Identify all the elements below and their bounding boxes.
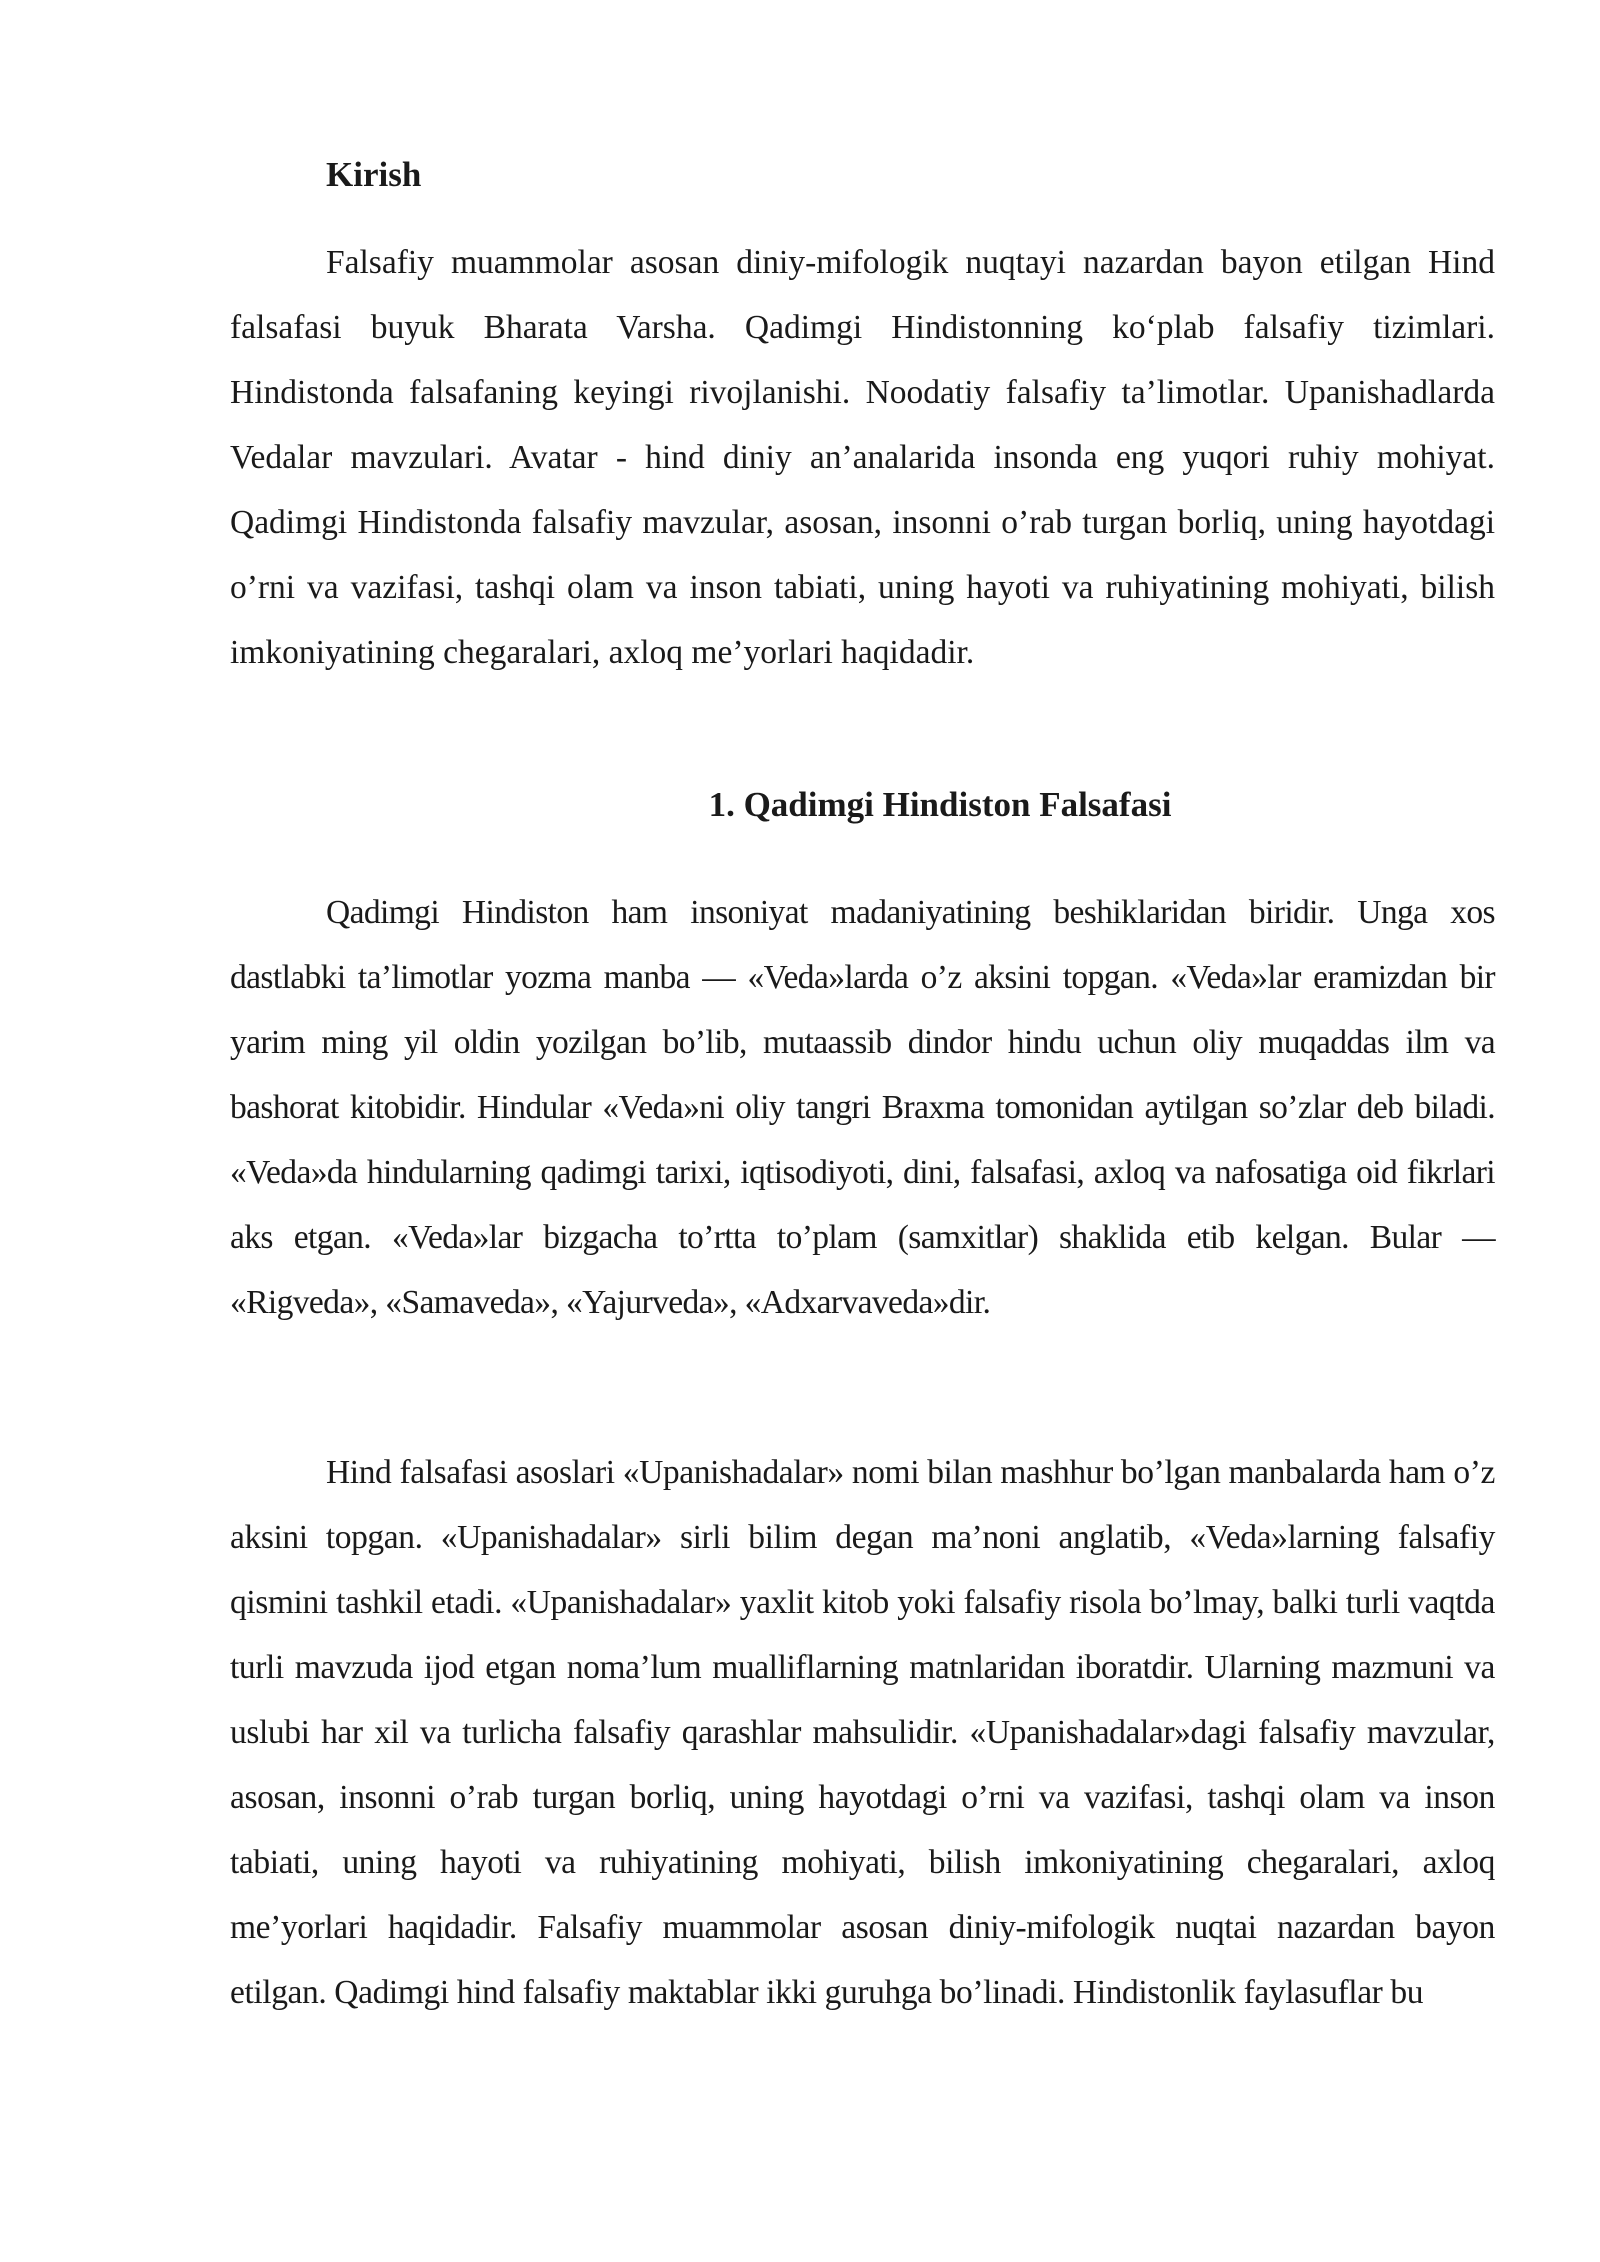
intro-paragraph: Falsafiy muammolar asosan diniy-mifologik nuqtayi nazardan bayon etilgan Hind falsafasi buyuk Bharata Varsha. Qadimgi Hindistonning ko‘plab falsafiy tizimlari. Hindistonda falsafaning keyingi rivojlanishi. Noodatiy falsafiy ta’limotlar. Upanishadlarda Vedalar mavzulari. Avatar - hind diniy an’analarida insonda eng yuqori ruhiy mohiyat. Qadimgi Hindistonda falsafiy mavzular, asosan, insonni o’rab turgan borliq, uning hayotdagi o’rni va vazifasi, tashqi olam va inson tabiati, uning hayoti va ruhiyatining mohiyati, bilish imkoniyatining chegaralari, axloq me’yorlari haqidadir. bbox=[230, 244, 1495, 671]
section-paragraph-2: Hind falsafasi asoslari «Upanishadalar» nomi bilan mashhur bo’lgan manbalarda ham o’z aksini topgan. «Upanishadalar» sirli bilim degan ma’noni anglatib, «Veda»larning falsafiy qismini tashkil etadi. «Upanishadalar» yaxlit kitob yoki falsafiy risola bo’lmay, balki turli vaqtda turli mavzuda ijod etgan noma’lum mualliflarning matnlaridan iboratdir. Ularning mazmuni va uslubi har xil va turlicha falsafiy qarashlar mahsulidir. «Upanishadalar»dagi falsafiy mavzular, asosan, insonni o’rab turgan borliq, uning hayotdagi o’rni va vazifasi, tashqi olam va inson tabiati, uning hayoti va ruhiyatining mohiyati, bilish imkoniyatining chegaralari, axloq me’yorlari haqidadir. Falsafiy muammolar asosan diniy-mifologik nuqtai nazardan bayon etilgan. Qadimgi hind falsafiy maktablar ikki guruhga bo’linadi. Hindistonlik faylasuflar bu bbox=[230, 1454, 1495, 2011]
section-heading: 1. Qadimgi Hindiston Falsafasi bbox=[708, 785, 1172, 824]
section-paragraph-1: Qadimgi Hindiston ham insoniyat madaniyatining beshiklaridan biridir. Unga xos dastlabki ta’limotlar yozma manba — «Veda»larda o’z aksini topgan. «Veda»lar eramizdan bir yarim ming yil oldin yozilgan bo’lib, mutaassib dindor hindu uchun oliy muqaddas ilm va bashorat kitobidir. Hindular «Veda»ni oliy tangri Braxma tomonidan aytilgan so’zlar deb biladi. «Veda»da hindularning qadimgi tarixi, iqtisodiyoti, dini, falsafasi, axloq va nafosatiga oid fikrlari aks etgan. «Veda»lar bizgacha to’rtta to’plam (samxitlar) shaklida etib kelgan. Bular — «Rigveda», «Samaveda», «Yajurveda», «Adxarvaveda»dir. bbox=[230, 894, 1495, 1321]
intro-heading: Kirish bbox=[326, 155, 422, 194]
